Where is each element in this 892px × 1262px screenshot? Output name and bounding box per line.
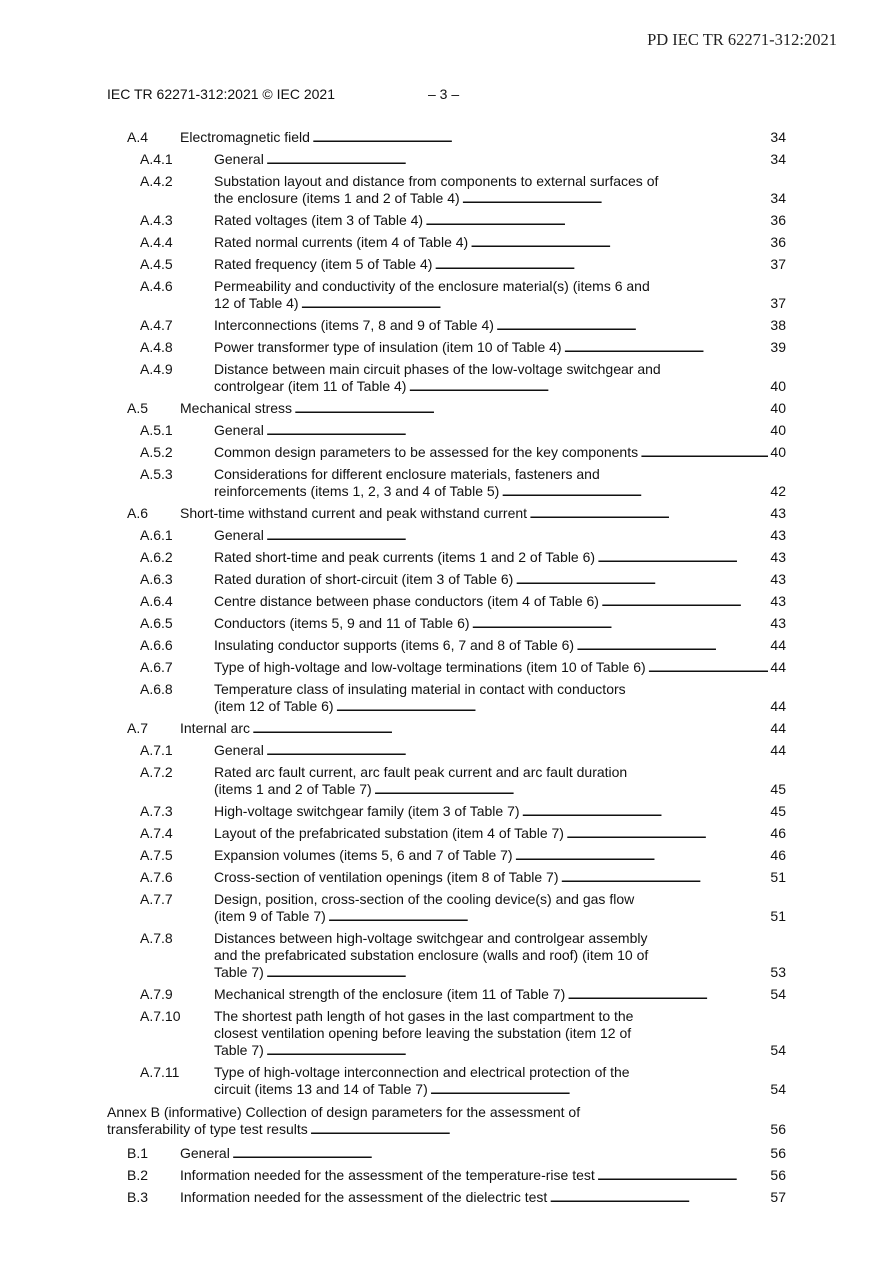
toc-entry-number: A.5 — [127, 400, 149, 416]
toc-entry-leader-line — [214, 483, 786, 500]
toc-entry-title: Information needed for the assessment of the dielectric test — [180, 1189, 548, 1205]
dot-leader — [560, 869, 768, 886]
toc-entry-page-number: 51 — [770, 869, 786, 885]
toc-entry[interactable] — [0, 151, 892, 168]
dot-leader — [529, 505, 768, 522]
dot-leader — [515, 847, 769, 864]
toc-entry[interactable] — [0, 278, 892, 312]
toc-entry-body — [214, 593, 786, 610]
toc-entry-page-number: 34 — [770, 190, 786, 206]
toc-entry[interactable] — [0, 825, 892, 842]
toc-entry-leader-line — [214, 781, 786, 798]
toc-entry-number: A.7.3 — [140, 803, 173, 819]
toc-entry-leader-line — [180, 505, 786, 522]
dot-leader — [430, 1081, 769, 1098]
toc-entry-title: Rated frequency (item 5 of Table 4) — [214, 256, 433, 272]
toc-entry-body — [214, 361, 786, 395]
toc-entry-body — [214, 803, 786, 820]
dot-leader — [252, 720, 768, 737]
toc-entry-page-number: 43 — [770, 527, 786, 543]
toc-entry[interactable] — [0, 466, 892, 500]
toc-entry[interactable] — [0, 444, 892, 461]
toc-entry-page-number: 45 — [770, 803, 786, 819]
toc-entry-page-number: 57 — [770, 1189, 786, 1205]
toc-entry[interactable] — [0, 1145, 892, 1162]
toc-entry[interactable] — [0, 527, 892, 544]
toc-entry-leader-line — [214, 422, 786, 439]
toc-entry-body — [214, 549, 786, 566]
toc-entry-leader-line — [214, 659, 786, 676]
toc-entry-title: the enclosure (items 1 and 2 of Table 4) — [214, 190, 460, 206]
toc-entry-number: A.4.5 — [140, 256, 173, 272]
toc-entry-number: A.5.1 — [140, 422, 173, 438]
toc-entry-number: A.4.2 — [140, 173, 173, 189]
toc-entry-body — [214, 1008, 786, 1059]
dot-leader — [640, 444, 768, 461]
toc-entry-title: 12 of Table 4) — [214, 295, 299, 311]
toc-entry-page-number: 54 — [770, 1042, 786, 1058]
toc-entry-leader-line — [214, 1081, 786, 1098]
toc-entry[interactable] — [0, 1064, 892, 1098]
toc-entry-page-number: 44 — [770, 742, 786, 758]
toc-entry-number: A.7.5 — [140, 847, 173, 863]
toc-entry-title-line: Distances between high-voltage switchgear and controlgear assembly — [214, 930, 648, 946]
toc-entry-leader-line — [214, 256, 786, 273]
toc-entry-body — [214, 930, 786, 981]
toc-entry-leader-line — [214, 378, 786, 395]
toc-entry-page-number: 34 — [770, 151, 786, 167]
toc-entry-body — [214, 1064, 786, 1098]
dot-leader — [425, 212, 768, 229]
toc-entry[interactable] — [0, 720, 892, 737]
toc-entry-number: A.7.2 — [140, 764, 173, 780]
running-header — [107, 86, 460, 102]
dot-leader — [501, 483, 768, 500]
toc-entry-leader-line — [214, 444, 786, 461]
toc-entry-page-number: 37 — [770, 295, 786, 311]
toc-entry-title-line: Substation layout and distance from components to external surfaces of — [214, 173, 659, 189]
toc-entry-title-line: Design, position, cross-section of the cooling device(s) and gas flow — [214, 891, 635, 907]
toc-entry-page-number: 46 — [770, 847, 786, 863]
toc-entry[interactable] — [0, 400, 892, 417]
toc-entry-title-line: Annex B (informative) Collection of design parameters for the assessment of — [107, 1104, 581, 1120]
toc-entry[interactable] — [0, 1167, 892, 1184]
toc-entry-title: General — [214, 422, 264, 438]
toc-entry-number: A.7.11 — [140, 1064, 180, 1080]
toc-entry-body — [214, 151, 786, 168]
toc-entry[interactable] — [0, 615, 892, 632]
toc-entry-page-number: 42 — [770, 483, 786, 499]
toc-entry-number: A.7.4 — [140, 825, 173, 841]
toc-entry-number: A.7.9 — [140, 986, 173, 1002]
toc-entry-title-line: closest ventilation opening before leaving the substation (item 12 of — [214, 1025, 632, 1041]
toc-entry-page-number: 39 — [770, 339, 786, 355]
dot-leader — [496, 317, 769, 334]
toc-entry-title: Centre distance between phase conductors (item 4 of Table 6) — [214, 593, 599, 609]
toc-entry-leader-line — [214, 190, 786, 207]
toc-entry-page-number: 43 — [770, 571, 786, 587]
dot-leader — [328, 908, 769, 925]
toc-entry-title-line: Permeability and conductivity of the enclosure material(s) (items 6 and — [214, 278, 650, 294]
toc-entry-page-number: 44 — [770, 659, 786, 675]
toc-entry-body — [214, 825, 786, 842]
toc-entry-body — [107, 1104, 786, 1138]
toc-entry-title: (items 1 and 2 of Table 7) — [214, 781, 372, 797]
toc-entry-number: A.6.2 — [140, 549, 173, 565]
toc-entry-page-number: 43 — [770, 549, 786, 565]
toc-entry[interactable] — [0, 869, 892, 886]
toc-entry-body — [214, 234, 786, 251]
toc-entry-title: General — [180, 1145, 230, 1161]
toc-entry-body — [214, 986, 786, 1003]
toc-entry-leader-line — [214, 234, 786, 251]
toc-entry-page-number: 38 — [770, 317, 786, 333]
toc-entry-title-line: Type of high-voltage interconnection and electrical protection of the — [214, 1064, 630, 1080]
toc-entry-title: General — [214, 151, 264, 167]
toc-entry-page-number: 54 — [770, 986, 786, 1002]
toc-entry-leader-line — [214, 549, 786, 566]
toc-entry-page-number: 43 — [770, 505, 786, 521]
toc-entry-title: Mechanical stress — [180, 400, 293, 416]
toc-entry-number: A.4.6 — [140, 278, 173, 294]
toc-entry-leader-line — [214, 637, 786, 654]
toc-entry-number: B.2 — [127, 1167, 149, 1183]
dot-leader — [266, 151, 769, 168]
toc-entry-leader-line — [214, 212, 786, 229]
toc-entry-title: Table 7) — [214, 964, 264, 980]
toc-entry-leader-line — [214, 698, 786, 715]
toc-entry-number: A.6.8 — [140, 681, 173, 697]
toc-entry-title-line: and the prefabricated substation enclosure (walls and roof) (item 10 of — [214, 947, 649, 963]
toc-entry-page-number: 54 — [770, 1081, 786, 1097]
toc-entry-title: Rated duration of short-circuit (item 3 of Table 6) — [214, 571, 514, 587]
dot-leader — [266, 964, 769, 981]
toc-entry-number: A.4.1 — [140, 151, 173, 167]
toc-entry-body — [214, 527, 786, 544]
dot-leader — [312, 129, 768, 146]
toc-entry-page-number: 46 — [770, 825, 786, 841]
toc-entry[interactable] — [0, 129, 892, 146]
toc-entry[interactable] — [0, 339, 892, 356]
toc-entry-page-number: 36 — [770, 212, 786, 228]
dot-leader — [472, 615, 769, 632]
toc-entry-title: transferability of type test results — [107, 1121, 308, 1137]
toc-entry[interactable] — [0, 847, 892, 864]
toc-entry-body — [214, 571, 786, 588]
toc-entry[interactable] — [0, 930, 892, 981]
toc-entry-number: A.6.4 — [140, 593, 173, 609]
toc-entry-title: High-voltage switchgear family (item 3 of Table 7) — [214, 803, 520, 819]
toc-entry[interactable] — [0, 549, 892, 566]
toc-entry-title: Mechanical strength of the enclosure (item 11 of Table 7) — [214, 986, 566, 1002]
copyright-line: IEC TR 62271-312:2021 © IEC 2021 — [107, 86, 335, 102]
toc-entry-body — [180, 1189, 786, 1206]
dot-leader — [434, 256, 768, 273]
toc-entry-page-number: 51 — [770, 908, 786, 924]
toc-entry-title-line: Distance between main circuit phases of the low-voltage switchgear and — [214, 361, 661, 377]
toc-entry-leader-line — [214, 964, 786, 981]
dot-leader — [597, 1167, 769, 1184]
toc-entry-body — [180, 400, 786, 417]
page-number: – 3 – — [428, 86, 460, 102]
toc-entry-number: B.1 — [127, 1145, 149, 1161]
toc-entry-leader-line — [214, 339, 786, 356]
toc-entry-page-number: 40 — [770, 378, 786, 394]
toc-entry-number: A.6.1 — [140, 527, 173, 543]
toc-entry[interactable] — [0, 637, 892, 654]
toc-entry[interactable] — [0, 891, 892, 925]
toc-entry-title: (item 9 of Table 7) — [214, 908, 326, 924]
dot-leader — [266, 1042, 769, 1059]
toc-entry-page-number: 43 — [770, 615, 786, 631]
toc-entry-leader-line — [214, 803, 786, 820]
toc-entry-title: controlgear (item 11 of Table 4) — [214, 378, 407, 394]
dot-leader — [549, 1189, 768, 1206]
toc-entry-title: Common design parameters to be assessed for the key components — [214, 444, 639, 460]
dot-leader — [564, 339, 769, 356]
toc-entry[interactable] — [0, 764, 892, 798]
toc-entry-page-number: 43 — [770, 593, 786, 609]
toc-entry-title: Conductors (items 5, 9 and 11 of Table 6) — [214, 615, 470, 631]
toc-entry-leader-line — [180, 1167, 786, 1184]
toc-entry-number: A.7.6 — [140, 869, 173, 885]
toc-entry-body — [214, 681, 786, 715]
toc-entry-leader-line — [180, 400, 786, 417]
table-of-contents — [0, 129, 892, 1206]
toc-entry-title: Power transformer type of insulation (item 10 of Table 4) — [214, 339, 562, 355]
toc-entry-title: Insulating conductor supports (items 6, 7 and 8 of Table 6) — [214, 637, 575, 653]
toc-entry[interactable] — [0, 681, 892, 715]
toc-entry-body — [180, 720, 786, 737]
toc-entry[interactable] — [0, 505, 892, 522]
toc-entry[interactable] — [0, 986, 892, 1003]
dot-leader — [648, 659, 769, 676]
dot-leader — [470, 234, 768, 251]
dot-leader — [515, 571, 768, 588]
dot-leader — [336, 698, 769, 715]
dot-leader — [266, 422, 769, 439]
toc-entry-title: Table 7) — [214, 1042, 264, 1058]
toc-entry-page-number: 45 — [770, 781, 786, 797]
toc-entry-title: Information needed for the assessment of the temperature-rise test — [180, 1167, 595, 1183]
toc-entry-leader-line — [214, 986, 786, 1003]
toc-entry-page-number: 56 — [770, 1121, 786, 1137]
dot-leader — [566, 825, 768, 842]
toc-entry-title: circuit (items 13 and 14 of Table 7) — [214, 1081, 428, 1097]
toc-entry-body — [180, 505, 786, 522]
toc-entry[interactable] — [0, 571, 892, 588]
toc-entry-title: Layout of the prefabricated substation (item 4 of Table 7) — [214, 825, 564, 841]
toc-entry-body — [180, 129, 786, 146]
toc-entry-number: A.6.6 — [140, 637, 173, 653]
toc-entry-body — [214, 742, 786, 759]
toc-entry-number: A.4.8 — [140, 339, 173, 355]
toc-entry[interactable] — [0, 212, 892, 229]
toc-entry-leader-line — [214, 869, 786, 886]
dot-leader — [301, 295, 769, 312]
dot-leader — [266, 527, 769, 544]
dot-leader — [522, 803, 769, 820]
toc-entry-leader-line — [180, 720, 786, 737]
toc-entry-leader-line — [180, 129, 786, 146]
dot-leader — [294, 400, 768, 417]
toc-entry-title-line: Considerations for different enclosure materials, fasteners and — [214, 466, 600, 482]
toc-entry-leader-line — [214, 593, 786, 610]
toc-entry-leader-line — [214, 1042, 786, 1059]
toc-entry-body — [214, 659, 786, 676]
toc-entry-leader-line — [214, 571, 786, 588]
toc-entry-number: A.6.7 — [140, 659, 173, 675]
toc-entry-title: Short-time withstand current and peak withstand current — [180, 505, 528, 521]
toc-entry-page-number: 44 — [770, 637, 786, 653]
toc-entry-leader-line — [180, 1145, 786, 1162]
toc-entry-body — [214, 615, 786, 632]
toc-entry-number: B.3 — [127, 1189, 149, 1205]
toc-entry-body — [214, 339, 786, 356]
toc-entry-page-number: 37 — [770, 256, 786, 272]
toc-entry-number: A.4.3 — [140, 212, 173, 228]
dot-leader — [232, 1145, 769, 1162]
toc-entry-body — [214, 891, 786, 925]
toc-entry[interactable] — [0, 803, 892, 820]
toc-entry[interactable] — [0, 173, 892, 207]
toc-entry-number: A.6.3 — [140, 571, 173, 587]
toc-entry[interactable] — [0, 1104, 892, 1138]
toc-entry-title-line: Rated arc fault current, arc fault peak current and arc fault duration — [214, 764, 628, 780]
toc-entry-body — [214, 256, 786, 273]
toc-entry-page-number: 40 — [770, 400, 786, 416]
toc-entry-body — [214, 422, 786, 439]
toc-entry-body — [214, 173, 786, 207]
toc-entry-leader-line — [214, 295, 786, 312]
toc-entry-leader-line — [214, 847, 786, 864]
toc-entry-number: A.4 — [127, 129, 149, 145]
toc-entry-title: General — [214, 742, 264, 758]
toc-entry-leader-line — [214, 527, 786, 544]
toc-entry-title: Rated voltages (item 3 of Table 4) — [214, 212, 424, 228]
toc-entry-page-number: 40 — [770, 444, 786, 460]
toc-entry-title: Expansion volumes (items 5, 6 and 7 of Table 7) — [214, 847, 513, 863]
toc-entry-number: A.7.8 — [140, 930, 173, 946]
toc-entry-page-number: 53 — [770, 964, 786, 980]
dot-leader — [567, 986, 768, 1003]
toc-entry-body — [214, 764, 786, 798]
toc-entry-number: A.5.2 — [140, 444, 173, 460]
toc-entry-leader-line — [214, 825, 786, 842]
toc-entry-number: A.7.10 — [140, 1008, 181, 1024]
toc-entry-title-line: Temperature class of insulating material in contact with conductors — [214, 681, 626, 697]
toc-entry[interactable] — [0, 422, 892, 439]
toc-entry-body — [214, 444, 786, 461]
dot-leader — [597, 549, 768, 566]
toc-entry-body — [180, 1167, 786, 1184]
toc-entry-body — [214, 869, 786, 886]
document-id-header: PD IEC TR 62271-312:2021 — [647, 30, 837, 49]
toc-entry-number: A.7.7 — [140, 891, 173, 907]
toc-entry[interactable] — [0, 659, 892, 676]
toc-entry-page-number: 36 — [770, 234, 786, 250]
toc-entry-page-number: 44 — [770, 698, 786, 714]
dot-leader — [576, 637, 768, 654]
toc-entry[interactable] — [0, 256, 892, 273]
toc-entry-number: A.7.1 — [140, 742, 173, 758]
dot-leader — [601, 593, 768, 610]
dot-leader — [310, 1121, 769, 1138]
toc-entry-body — [214, 317, 786, 334]
dot-leader — [266, 742, 769, 759]
toc-entry-body — [214, 212, 786, 229]
toc-entry-title: Rated normal currents (item 4 of Table 4) — [214, 234, 469, 250]
dot-leader — [374, 781, 769, 798]
toc-entry-body — [180, 1145, 786, 1162]
toc-entry-title: reinforcements (items 1, 2, 3 and 4 of Table 5) — [214, 483, 500, 499]
toc-entry[interactable] — [0, 234, 892, 251]
toc-entry-title-line: The shortest path length of hot gases in the last compartment to the — [214, 1008, 634, 1024]
toc-entry[interactable] — [0, 1008, 892, 1059]
toc-entry-leader-line — [107, 1121, 786, 1138]
dot-leader — [408, 378, 768, 395]
toc-entry-body — [214, 278, 786, 312]
dot-leader — [462, 190, 769, 207]
toc-entry-number: A.4.9 — [140, 361, 173, 377]
toc-entry-page-number: 34 — [770, 129, 786, 145]
toc-entry-number: A.4.4 — [140, 234, 173, 250]
toc-entry-body — [214, 466, 786, 500]
toc-entry-number: A.6.5 — [140, 615, 173, 631]
toc-entry-title: (item 12 of Table 6) — [214, 698, 334, 714]
toc-entry[interactable] — [0, 361, 892, 395]
toc-entry-body — [214, 847, 786, 864]
toc-entry-number: A.6 — [127, 505, 149, 521]
toc-entry-leader-line — [214, 615, 786, 632]
toc-entry[interactable] — [0, 593, 892, 610]
toc-entry-title: Internal arc — [180, 720, 251, 736]
toc-entry-number: A.7 — [127, 720, 149, 736]
toc-entry-page-number: 56 — [770, 1145, 786, 1161]
toc-entry-page-number: 56 — [770, 1167, 786, 1183]
toc-entry-title: General — [214, 527, 264, 543]
toc-entry-title: Type of high-voltage and low-voltage terminations (item 10 of Table 6) — [214, 659, 646, 675]
toc-entry-leader-line — [214, 742, 786, 759]
toc-entry-leader-line — [214, 908, 786, 925]
toc-entry[interactable] — [0, 1189, 892, 1206]
toc-entry-page-number: 40 — [770, 422, 786, 438]
toc-entry[interactable] — [0, 742, 892, 759]
toc-entry-title: Interconnections (items 7, 8 and 9 of Table 4) — [214, 317, 494, 333]
toc-entry-page-number: 44 — [770, 720, 786, 736]
toc-entry-number: A.5.3 — [140, 466, 173, 482]
toc-entry-leader-line — [214, 151, 786, 168]
toc-entry-number: A.4.7 — [140, 317, 173, 333]
toc-entry-title: Cross-section of ventilation openings (item 8 of Table 7) — [214, 869, 559, 885]
toc-entry-body — [214, 637, 786, 654]
toc-entry-leader-line — [214, 317, 786, 334]
toc-entry-leader-line — [180, 1189, 786, 1206]
toc-entry-title: Electromagnetic field — [180, 129, 310, 145]
toc-entry-title: Rated short-time and peak currents (items 1 and 2 of Table 6) — [214, 549, 596, 565]
toc-entry[interactable] — [0, 317, 892, 334]
